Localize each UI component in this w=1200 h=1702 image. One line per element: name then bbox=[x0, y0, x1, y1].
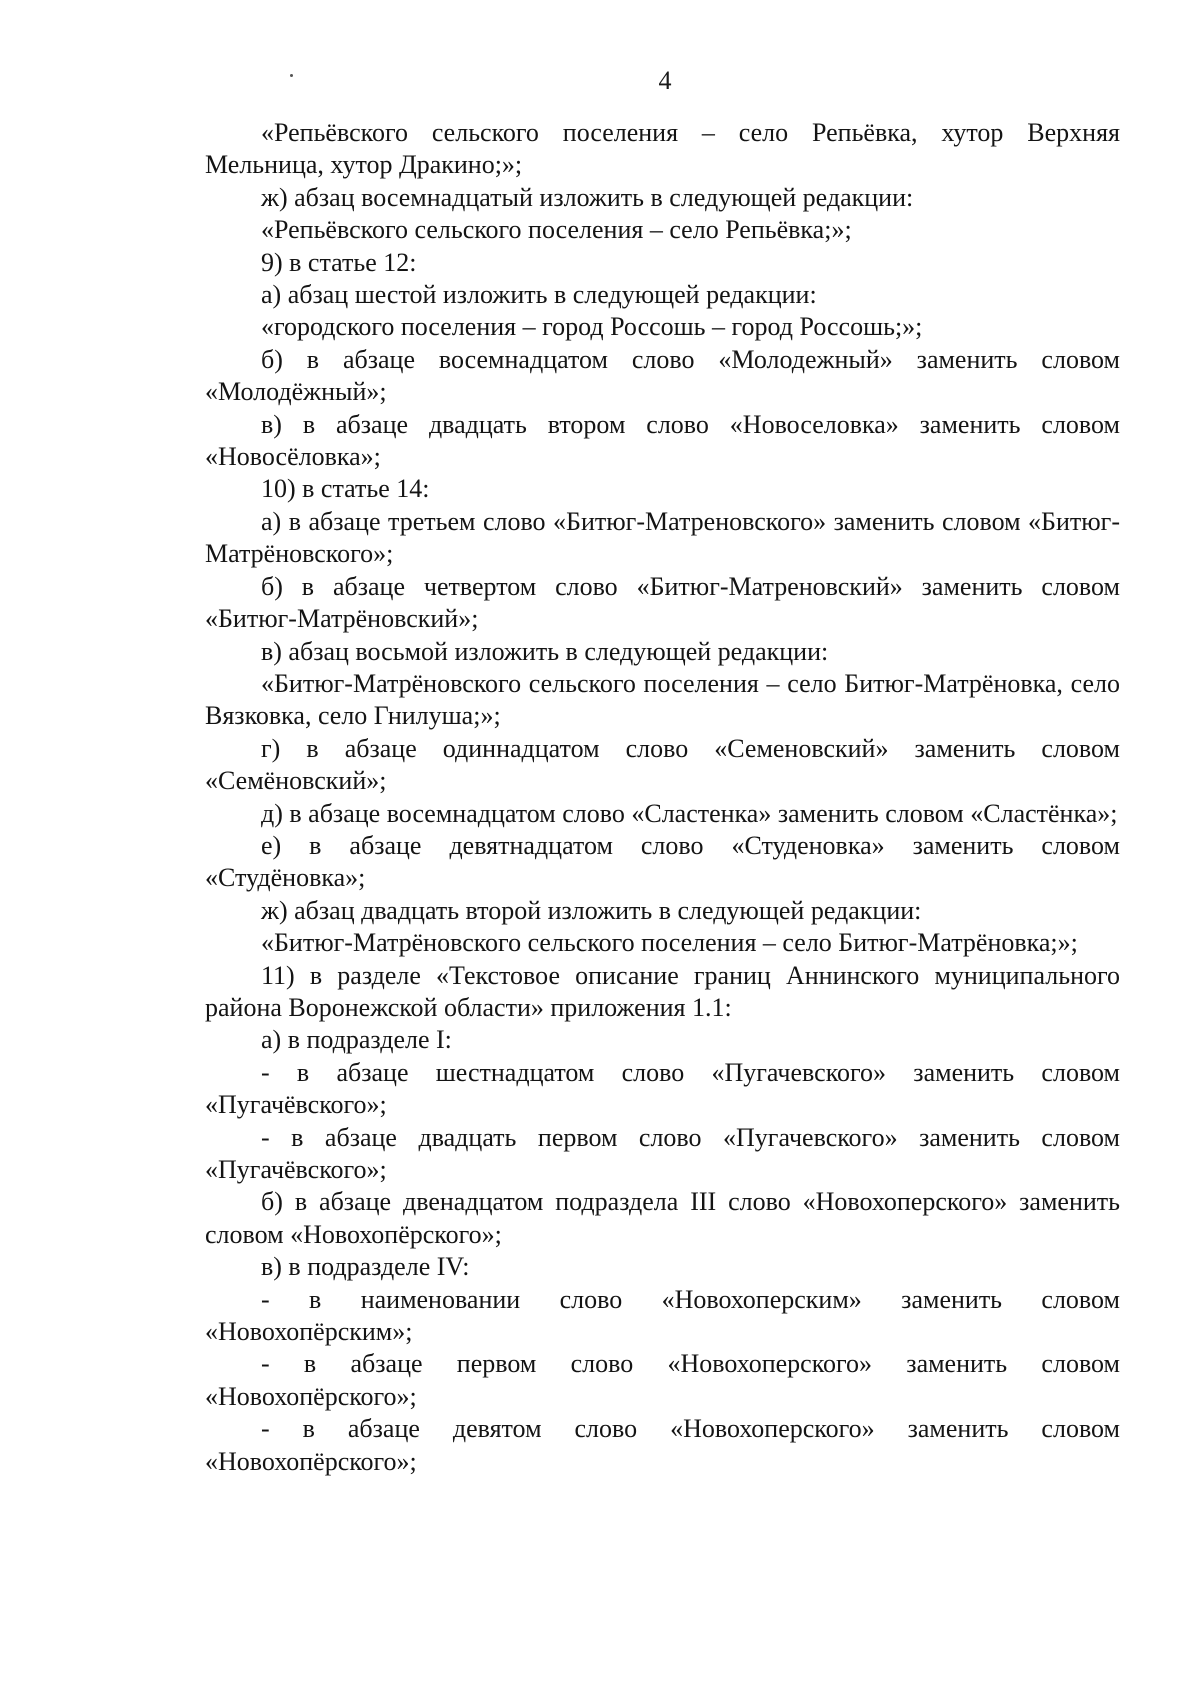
paragraph: - в абзаце девятом слово «Новохоперского» заменить словом «Новохопёрского»; bbox=[205, 1414, 1120, 1476]
paragraph: «Репьёвского сельского поселения – село Репьёвка;»; bbox=[261, 215, 852, 245]
paragraph: 10) в статье 14: bbox=[261, 474, 430, 504]
paragraph: ж) абзац восемнадцатый изложить в следующей редакции: bbox=[261, 182, 914, 212]
paragraph: «городского поселения – город Россошь – город Россошь;»; bbox=[261, 312, 923, 342]
document-body bbox=[205, 117, 1120, 1478]
paragraph: б) в абзаце восемнадцатом слово «Молодежный» заменить словом «Молодёжный»; bbox=[205, 344, 1120, 407]
paragraph: в) в абзаце двадцать втором слово «Новоселовка» заменить словом «Новосёловка»; bbox=[205, 409, 1120, 472]
paragraph: - в абзаце шестнадцатом слово «Пугачевского» заменить словом «Пугачёвского»; bbox=[205, 1057, 1120, 1120]
paragraph: в) в подразделе IV: bbox=[261, 1252, 470, 1282]
page-number: 4 bbox=[658, 66, 672, 95]
paragraph: б) в абзаце четвертом слово «Битюг-Матреновский» заменить словом «Битюг-Матрёновский»; bbox=[205, 571, 1120, 634]
paragraph: - в наименовании слово «Новохоперским» заменить словом «Новохопёрским»; bbox=[205, 1284, 1120, 1347]
paragraph: г) в абзаце одиннадцатом слово «Семеновский» заменить словом «Семёновский»; bbox=[205, 733, 1120, 796]
paragraph: «Репьёвского сельского поселения – село Репьёвка, хутор Верхняя Мельница, хутор Дракино;»; bbox=[205, 118, 1120, 180]
paragraph: - в абзаце двадцать первом слово «Пугачевского» заменить словом «Пугачёвского»; bbox=[205, 1122, 1120, 1184]
paragraph: - в абзаце первом слово «Новохоперского» заменить словом «Новохопёрского»; bbox=[205, 1349, 1120, 1411]
paragraph: ж) абзац двадцать второй изложить в следующей редакции: bbox=[261, 895, 922, 925]
paragraph: «Битюг-Матрёновского сельского поселения – село Битюг-Матрёновка, село Вязковка, село Гнилуша;»; bbox=[205, 668, 1120, 731]
paragraph: б) в абзаце двенадцатом подраздела III слово «Новохоперского» заменить словом «Новохопёрского»; bbox=[205, 1187, 1120, 1249]
paragraph: «Битюг-Матрёновского сельского поселения – село Битюг-Матрёновка;»; bbox=[261, 928, 1078, 958]
paragraph: а) в подразделе I: bbox=[261, 1025, 452, 1055]
paragraph: в) абзац восьмой изложить в следующей редакции: bbox=[261, 636, 829, 666]
paragraph: д) в абзаце восемнадцатом слово «Сластенка» заменить словом «Сластёнка»; bbox=[261, 798, 1118, 828]
paragraph: а) абзац шестой изложить в следующей редакции: bbox=[261, 280, 817, 310]
paragraph: а) в абзаце третьем слово «Битюг-Матреновского» заменить словом «Битюг-Матрёновского»; bbox=[205, 506, 1120, 569]
paragraph: 9) в статье 12: bbox=[261, 247, 417, 277]
paragraph: 11) в разделе «Текстовое описание границ Аннинского муниципального района Воронежской области» приложения 1.1: bbox=[205, 960, 1120, 1022]
paragraph: е) в абзаце девятнадцатом слово «Студеновка» заменить словом «Студёновка»; bbox=[205, 830, 1120, 893]
